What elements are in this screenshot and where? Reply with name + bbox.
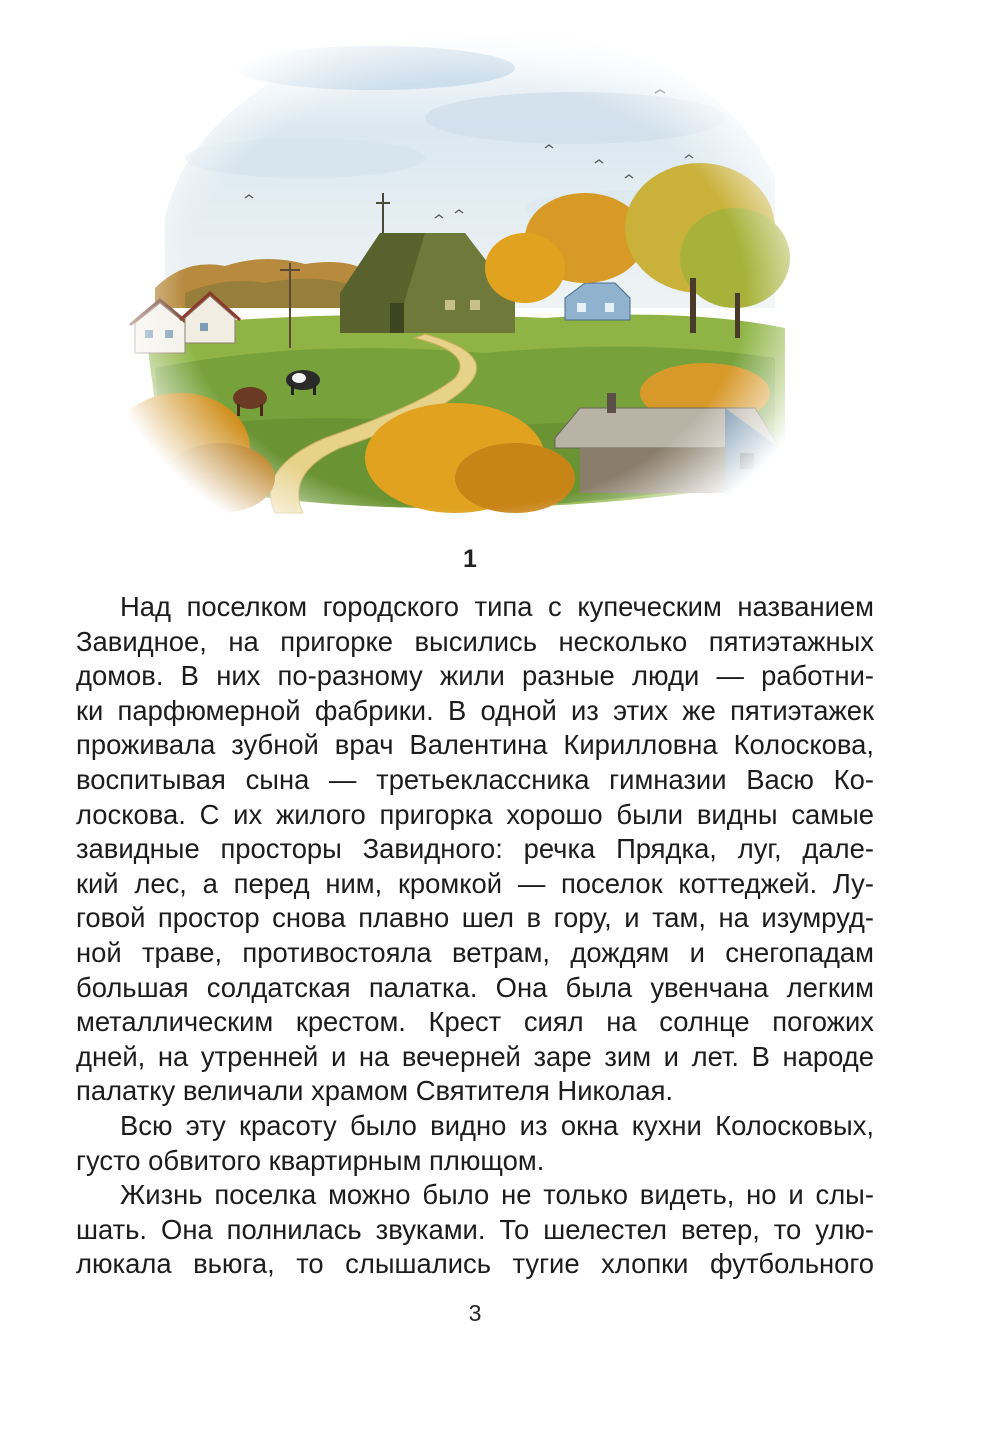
text-line: шать. Она полнилась звуками. То шелестел ветер, то улю- [76,1213,874,1245]
paragraph-2 [76,1109,874,1178]
text-line: большая солдатская палатка. Она была увенчана легким [76,971,874,1003]
text-line: ки парфюмерной фабрики. В одной из этих же пятиэтажек [76,694,874,726]
text-line: палатку величали храмом Святителя Николая. [76,1075,674,1107]
text-line: проживала зубной врач Валентина Кирилловна Колоскова, [76,729,874,761]
text-line: Жизнь поселка можно было не только видеть, но и слы- [120,1179,874,1211]
text-line: кий лес, а перед ним, кромкой — поселок коттеджей. Лу- [76,867,874,899]
chapter-number: 1 [463,545,477,573]
text-line: завидные просторы Завидного: речка Прядка, луг, дале- [76,833,874,865]
text-line: густо обвитого квартирным плющом. [76,1144,545,1176]
text-line: Над поселком городского типа с купеческим названием [120,591,874,622]
text-line: домов. В них по-разному жили разные люди — работни- [76,660,874,692]
text-line: Завидное, на пригорке высились несколько пятиэтажных [76,625,874,657]
text-line: дней, на утренней и на вечерней заре зим и лет. В народе [76,1040,874,1072]
page-number: 3 [468,1300,482,1326]
village-landscape-illustration [125,8,805,528]
text-line: ной траве, противостояла ветрам, дождям и снегопадам [76,936,874,968]
text-line: люкала вьюга, то слышались тугие хлопки футбольного [76,1248,874,1280]
text-line: воспитывая сына — третьеклассника гимназии Васю Ко- [76,763,874,795]
text-line: металлическим крестом. Крест сиял на солнце погожих [76,1006,874,1038]
chapter-text [76,590,874,1282]
paragraph-1 [76,590,874,1109]
text-line: говой простор снова плавно шел в гору, и там, на изумруд- [76,902,874,934]
text-line: лоскова. С их жилого пригорка хорошо были видны самые [76,798,874,830]
paragraph-3 [76,1178,874,1282]
text-line: Всю эту красоту было видно из окна кухни Колосковых, [120,1109,874,1141]
